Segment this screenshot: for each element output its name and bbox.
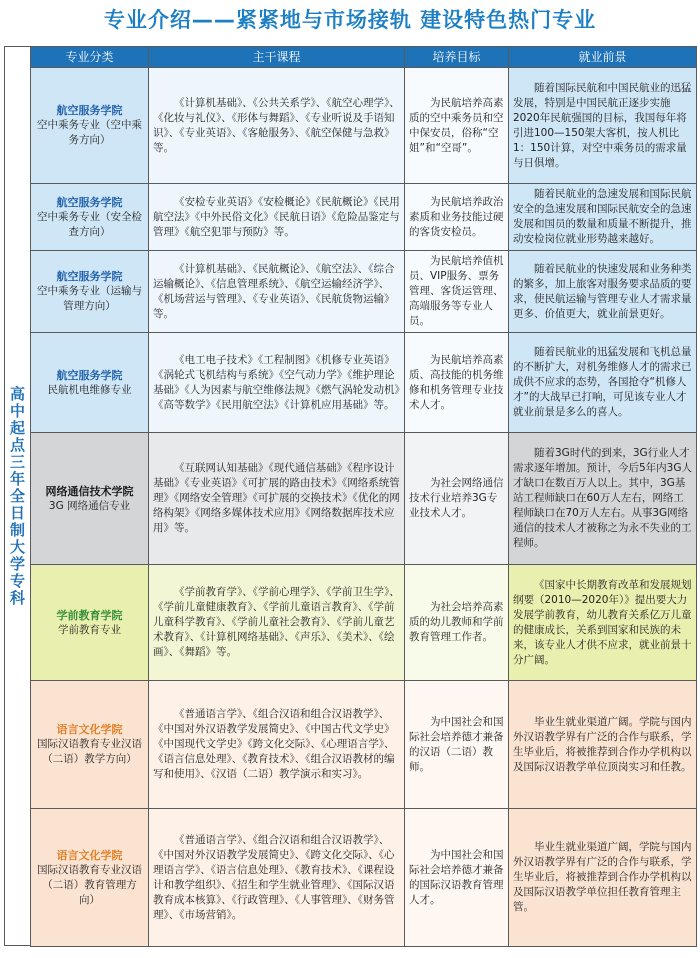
major-category <box>31 251 149 333</box>
major-job: 随着民航业的急速发展和国际民航安全的急速发展和国际民航安全的急速发展和国员的数量和质量不断提升，推动安检岗位就业形势越来越好。 <box>509 184 697 251</box>
table-row <box>31 433 697 565</box>
major-courses: 《互联网认知基础》《现代通信基础》《程序设计基础》《专业英语》《可扩展的路由技术》《网络系统管理》《网络安全管理》《可扩展的交换技术》《优化的网络构架》《网络多媒体技术应用》《网络数据库技术应用》等。 <box>149 433 405 565</box>
major-category <box>31 68 149 184</box>
major-name: 学前教育专业 <box>58 623 121 636</box>
header-job: 就业前景 <box>509 47 697 68</box>
table-row <box>31 251 697 333</box>
major-goal: 为民航培养值机员、VIP服务、票务管理、客货运管理、高端服务等专业人员。 <box>405 251 509 333</box>
major-name: 国际汉语教育专业汉语（二语）教育管理方向） <box>37 863 142 906</box>
college-name: 航空服务学院 <box>56 270 123 283</box>
header-goal: 培养目标 <box>405 47 509 68</box>
major-job: 随着民航业的快速发展和业务种类的繁多，加上旅客对服务要求品质的要求，使民航运输与管理专业人才需求量更多、价值更大，就业前景更好。 <box>509 251 697 333</box>
majors-table <box>30 46 697 947</box>
major-name: 空中乘务专业（空中乘务方向） <box>37 119 142 146</box>
table-row <box>31 68 697 184</box>
major-job: 随着3G时代的到来，3G行业人才需求逐年增加。预计，今后5年内3G人才缺口在数百万人以上。其中，3G基站工程师缺口在60万人左右，网络工程师缺口在70万人左右。从事3G网络通信的技术人才被称之为永不失业的工程师。 <box>509 433 697 565</box>
college-name: 学前教育学院 <box>56 608 123 622</box>
major-goal: 为民航培养高素质的空中乘务员和空中保安员，俗称“空姐”和“空哥”。 <box>405 68 509 184</box>
college-name: 航空服务学院 <box>56 368 123 382</box>
major-job: 随着国际民航和中国民航业的迅猛发展，特别是中国民航正逐步实施2020年民航强国的目标，我国每年将引进100—150架大客机，按人机比1：150计算，对空中乘务员的需求量与日俱增。 <box>509 68 697 184</box>
major-courses: 《安检专业英语》《安检概论》《民航概论》《民用航空法》《中外民俗文化》《民航日语》《危险品鉴定与管理》《航空犯罪与预防》等。 <box>149 184 405 251</box>
college-name: 航空服务学院 <box>56 104 123 117</box>
table-row <box>31 184 697 251</box>
table-header-row <box>31 47 697 68</box>
major-name: 民航机电维修专业 <box>47 383 132 396</box>
table-row <box>31 809 697 947</box>
major-courses: 《学前教育学》、《学前心理学》、《学前卫生学》、《学前儿童健康教育》、《学前儿童语言教育》、《学前儿童科学教育》、《学前儿童社会教育》、《学前儿童艺术教育》、《计算机网络基础》、《声乐》、《美术》、《绘画》、《舞蹈》等。 <box>149 565 405 681</box>
college-name: 语言文化学院 <box>56 848 123 862</box>
major-category <box>31 184 149 251</box>
major-job: 《国家中长期教育改革和发展规划纲要（2010—2020年）》提出要大力发展学前教育，幼儿教育关系亿万儿童的健康成长，关系到国家和民族的未来，该专业人才供不应求，就业前景十分广阔。 <box>509 565 697 681</box>
college-name: 语言文化学院 <box>56 723 123 736</box>
header-category: 专业分类 <box>31 47 149 68</box>
major-goal: 为中国社会和国际社会培养德才兼备的汉语（二语）教师。 <box>405 681 509 809</box>
major-courses: 《计算机基础》、《民航概论》、《航空法》、《综合运输概论》、《信息管理系统》、《航空运输经济学》、《机场营运与管理》、《专业英语》、《民航货物运输》等。 <box>149 251 405 333</box>
major-job: 毕业生就业渠道广阔。学院与国内外汉语教学界有广泛的合作与联系，学生毕业后，将被推荐到合作办学机构以及国际汉语教学单位顶岗实习和任教。 <box>509 681 697 809</box>
major-goal: 为社会网络通信技术行业培养3G专业技术人才。 <box>405 433 509 565</box>
major-goal: 为中国社会和国际社会培养德才兼备的国际汉语教育管理人才。 <box>405 809 509 947</box>
college-name: 网络通信技术学院 <box>45 484 134 498</box>
major-category <box>31 809 149 947</box>
major-goal: 为民航培养政治素质和业务技能过硬的客货安检员。 <box>405 184 509 251</box>
major-courses: 《计算机基础》、《公共关系学》、《航空心理学》、《化妆与礼仪》、《形体与舞蹈》、《专业听说及手语知识》、《专业英语》、《客舱服务》、《航空保健与急救》等。 <box>149 68 405 184</box>
side-label: 高中起点三年全日制大学专科 <box>8 385 26 607</box>
major-courses: 《普通语言学》、《组合汉语和组合汉语教学》、《中国对外汉语教学发展简史》、《中国古代文学史》《中国现代文学史》《跨文化交际》、《心理语言学》、《语言信息处理》、《教育技术》、《组合汉语教材的编写和使用》、《汉语（二语）教学演示和实习》。 <box>149 681 405 809</box>
major-goal: 为民航培养高素质、高技能的机务维修和机务管理专业技术人才。 <box>405 333 509 433</box>
major-category <box>31 433 149 565</box>
major-courses: 《普通语言学》、《组合汉语和组合汉语教学》、《中国对外汉语教学发展简史》、《跨文化交际》、《心理语言学》、《语言信息处理》、《教育技术》、《课程设计和教学组织》、《招生和学生就业管理》、《国际汉语教育成本核算》、《行政管理》、《人事管理》、《财务管理》、《市场营销》。 <box>149 809 405 947</box>
major-category <box>31 681 149 809</box>
major-category <box>31 333 149 433</box>
major-name: 空中乘务专业（运输与管理方向） <box>37 285 142 312</box>
major-courses: 《电工电子技术》《工程制图》《机修专业英语》《涡轮式飞机结构与系统》《空气动力学》《维护理论基础》《人为因素与航空维修法规》《燃气涡轮发动机》《高等数学》《民用航空法》《计算机应用基础》等。 <box>149 333 405 433</box>
major-category <box>31 565 149 681</box>
major-name: 3G 网络通信专业 <box>48 499 131 512</box>
major-name: 国际汉语教育专业汉语（二语）教学方向） <box>37 738 142 765</box>
side-label-box <box>4 46 30 946</box>
major-job: 随着民航业的迅猛发展和飞机总量的不断扩大，对机务维修人才的需求已成供不应求的态势，各国抢夺“机修人才”的大战早已打响，可见该专业人才就业前景是多么的喜人。 <box>509 333 697 433</box>
table-row <box>31 333 697 433</box>
major-name: 空中乘务专业（安全检查方向） <box>37 210 142 238</box>
college-name: 航空服务学院 <box>56 195 123 209</box>
major-goal: 为社会培养高素质的幼儿教师和学前教育管理工作者。 <box>405 565 509 681</box>
page-title: 专业介绍——紧紧地与市场接轨 建设特色热门专业 <box>103 8 597 32</box>
table-row <box>31 681 697 809</box>
header-courses: 主干课程 <box>149 47 405 68</box>
table-row <box>31 565 697 681</box>
major-job: 毕业生就业渠道广阔，学院与国内外汉语教学界有广泛的合作与联系，学生毕业后，将被推荐到合作办学机构以及国际汉语教学单位担任教育管理主管。 <box>509 809 697 947</box>
